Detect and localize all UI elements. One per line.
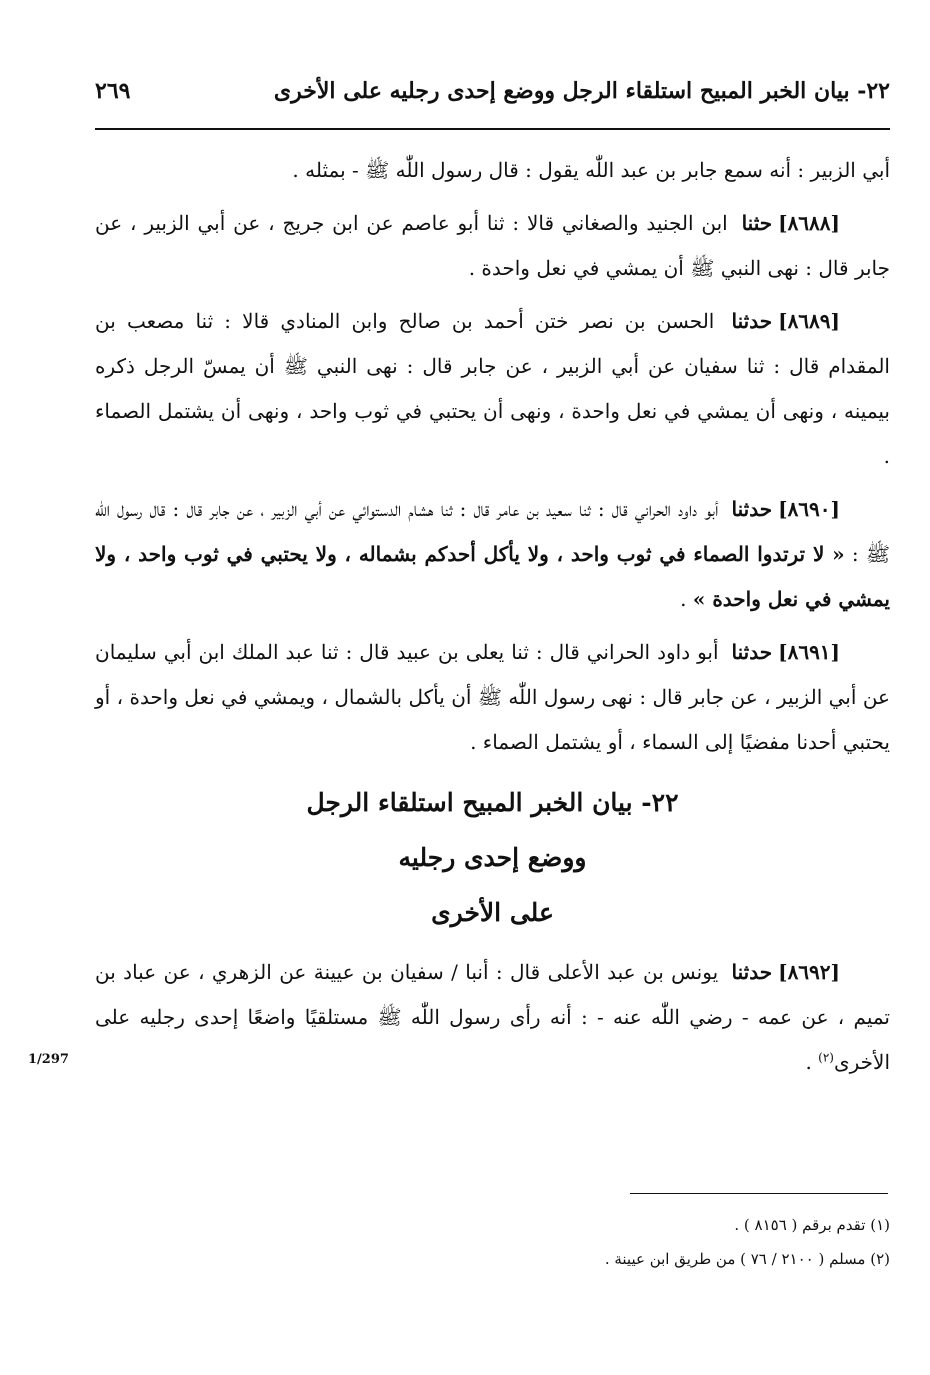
chapter-heading-line: على الأخرى (431, 898, 554, 927)
chapter-heading (95, 775, 890, 940)
hadith-8692 (95, 950, 890, 1085)
hadith-text: يونس بن عبد الأعلى قال : أنبا / سفيان بن عيينة عن الزهري ، عن عباد بن تميم ، عن عمه - رضي اللّٰه عنه - : أنه رأى رسول اللّٰه ﷺ مستلقيًا واضعًا إحدى رجليه على الأخرى (95, 960, 890, 1074)
running-title: ٢٢- بيان الخبر المبيح استلقاء الرجل ووضع إحدى رجليه على الأخرى (273, 78, 890, 104)
paragraph-continuation (95, 148, 890, 193)
main-text (95, 148, 890, 1093)
paragraph-end: . (680, 587, 693, 611)
footnote: (٢) مسلم ( ٢١٠٠ / ٧٦ ) من طريق ابن عيينة . (604, 1250, 890, 1268)
manuscript-folio-reference: 1/297 (28, 1052, 69, 1067)
hadith-text: أبو داود الحراني قال : ثنا سعيد بن عامر قال : ثنا هشام الدستوائي عن أبي الزبير ، عن جابر قال : قال رسول اللّٰه ﷺ : (95, 497, 891, 566)
paragraph-text: أبي الزبير : أنه سمع جابر بن عبد اللّٰه يقول : قال رسول اللّٰه ﷺ - بمثله . (292, 158, 890, 182)
footnote-reference[interactable]: (٢) (818, 1050, 834, 1065)
hadith-text: الحسن بن نصر ختن أحمد بن صالح وابن المنادي قالا : ثنا مصعب بن المقدام قال : ثنا سفيان عن أبي الزبير ، عن جابر قال : نهى النبي ﷺ أن يمسّ الرجل ذكره بيمينه ، ونهى أن يمشي في نعل واحدة ، ونهى أن يحتبي في ثوب واحد ، ونهى أن يشتمل الصماء . (95, 309, 890, 468)
hadith-lead: حدثنا (731, 640, 773, 664)
hadith-number: [٨٦٨٩] (778, 309, 840, 333)
hadith-8688 (95, 201, 890, 291)
hadith-8691 (95, 630, 890, 765)
hadith-lead: حدثنا (731, 960, 773, 984)
hadith-number: [٨٦٩٢] (778, 960, 840, 984)
chapter-heading-line: ٢٢- بيان الخبر المبيح استلقاء الرجل (306, 788, 679, 817)
hadith-8689 (95, 299, 890, 479)
hadith-lead: حثنا (741, 211, 773, 235)
hadith-lead: حدثنا (731, 309, 773, 333)
footnote-rule (630, 1193, 888, 1194)
chapter-heading-line: ووضع إحدى رجليه (398, 843, 587, 872)
hadith-text: ابن الجنيد والصغاني قالا : ثنا أبو عاصم عن ابن جريج ، عن أبي الزبير ، عن جابر قال : نهى النبي ﷺ أن يمشي في نعل واحدة . (95, 211, 890, 280)
footnote: (١) تقدم برقم ( ٨١٥٦ ) . (734, 1216, 890, 1234)
hadith-number: [٨٦٩٠] (778, 497, 840, 521)
hadith-lead: حدثنا (731, 497, 773, 521)
header-rule (95, 128, 890, 130)
hadith-text: أبو داود الحراني قال : ثنا يعلى بن عبيد قال : ثنا عبد الملك ابن أبي سليمان عن أبي الزبير ، عن جابر قال : نهى رسول اللّٰه ﷺ أن يأكل بالشمال ، ويمشي في نعل واحدة ، أو يحتبي أحدنا مفضيًا إلى السماء ، أو يشتمل الصماء . (95, 640, 890, 754)
page-number: ٢٦٩ (95, 78, 131, 104)
prophetic-quote: « لا ترتدوا الصماء في ثوب واحد ، ولا يأكل أحدكم بشماله ، ولا يحتبي في ثوب واحد ، ولا يمشي في نعل واحدة » (95, 542, 890, 611)
running-head (95, 78, 890, 120)
footnotes (95, 1208, 890, 1276)
hadith-8690 (95, 487, 890, 622)
hadith-number: [٨٦٩١] (778, 640, 841, 664)
hadith-number: [٨٦٨٨] (778, 211, 840, 235)
paragraph-end: . (805, 1050, 819, 1074)
